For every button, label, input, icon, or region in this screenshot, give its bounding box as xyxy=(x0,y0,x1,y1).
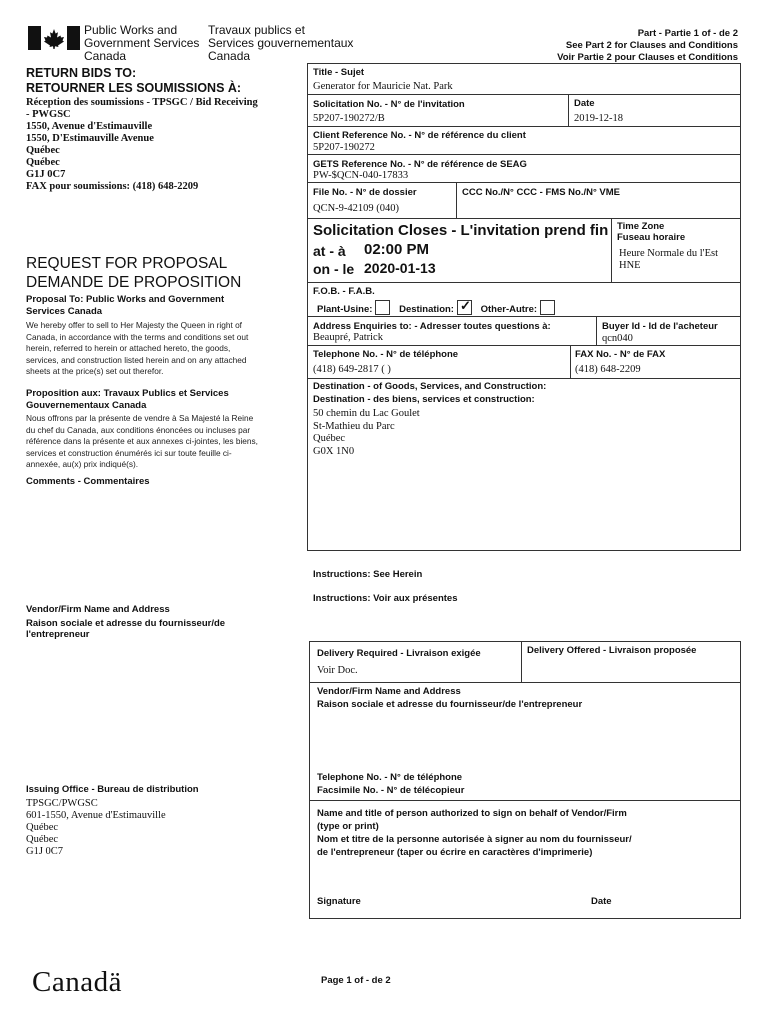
plant-label: Plant-Usine: xyxy=(317,304,373,315)
part-indicator xyxy=(557,28,738,64)
proposal-to-label: Proposal To: Public Works and Government Services Canada xyxy=(26,294,225,317)
return-bids-heading xyxy=(26,66,241,96)
fax-label: FAX No. - N° de FAX xyxy=(575,349,666,360)
auth-line: Nom et titre de la personne autorisée à signer au nom du fournisseur/ xyxy=(317,834,632,845)
vendor-firm-label xyxy=(317,686,582,710)
department-name-fr xyxy=(208,24,353,63)
issuing-office-address xyxy=(26,798,166,858)
file-ccc-row xyxy=(308,182,740,219)
address-line: Québec xyxy=(26,157,60,168)
client-ref-label: Client Reference No. - N° de référence du client xyxy=(313,130,526,141)
tz-label xyxy=(617,221,685,243)
closing-time: 02:00 PM xyxy=(364,241,430,258)
file-value: QCN-9-42109 (040) xyxy=(313,203,400,214)
proposition-aux-text: Nous offrons par la présente de vendre à Sa Majesté la Reine du chef du Canada, aux conditions énoncées ou incluses par référence dans la présente et aux annexes ci-jointes, les biens, services et construction énumérés ici sur toute feuille ci-annexée, au(x) prix indiqué(s). xyxy=(26,413,258,469)
tz-value xyxy=(619,248,718,272)
closing-date: 2020-01-13 xyxy=(364,260,436,276)
canada-wordmark-logo: Canadä xyxy=(32,966,122,998)
tz-label-en: Time Zone xyxy=(617,221,665,232)
proposal-to-text: We hereby offer to sell to Her Majesty the Queen in right of Canada, in accordance with the terms and conditions set out herein, referred to herein or attached hereto, the goods, services, and construction listed herein and on any attached sheets at the price(s) set out therefor. xyxy=(26,320,249,376)
address-line: TPSGC/PWGSC xyxy=(26,798,98,809)
tz-label-fr: Fuseau horaire xyxy=(617,232,686,243)
delivery-required-value: Voir Doc. xyxy=(317,665,358,676)
dept-fr-line: Services gouvernementaux xyxy=(208,36,354,50)
delivery-required-label: Delivery Required - Livraison exigée xyxy=(317,648,481,659)
authorized-signer-label xyxy=(317,807,632,859)
page-number: Page 1 of - de 2 xyxy=(321,975,391,986)
return-bids-title-en: RETURN BIDS TO: xyxy=(26,66,137,80)
phone-label: Telephone No. - N° de téléphone xyxy=(313,349,459,360)
solicitation-form-box xyxy=(307,63,741,551)
return-bids-title-fr: RETOURNER LES SOUMISSIONS À: xyxy=(26,81,242,95)
gets-ref-row xyxy=(308,154,740,183)
divider xyxy=(456,182,457,218)
ccc-label: CCC No./N° CCC - FMS No./N° VME xyxy=(462,187,621,198)
vendor-label-en: Vendor/Firm Name and Address xyxy=(26,604,170,615)
vendor-firm-label-en: Vendor/Firm Name and Address xyxy=(317,686,461,697)
fax-value: (418) 648-2209 xyxy=(575,364,641,375)
fob-row xyxy=(308,282,740,317)
delivery-row xyxy=(310,642,740,683)
gets-ref-value: PW-$QCN-040-17833 xyxy=(313,170,409,181)
other-checkbox[interactable] xyxy=(540,300,555,315)
auth-line: (type or print) xyxy=(317,821,379,832)
destination-label-en: Destination - of Goods, Services, and Construction: xyxy=(313,381,547,392)
phone-fax-row xyxy=(308,345,740,379)
authorized-signer-section xyxy=(310,800,740,918)
rfp-title-fr: DEMANDE DE PROPOSITION xyxy=(26,274,242,291)
dept-fr-line: Travaux publics et xyxy=(208,23,305,37)
at-label: at - à xyxy=(313,243,346,259)
closing-row xyxy=(308,218,740,283)
phone-value: (418) 649-2817 ( ) xyxy=(313,364,391,375)
destination-label-fr: Destination - des biens, services et construction: xyxy=(313,394,535,405)
part-line: Voir Partie 2 pour Clauses et Conditions xyxy=(557,52,738,63)
address-line: Québec xyxy=(26,822,59,833)
proposition-aux-label: Proposition aux: Travaux Publics et Services Gouvernementaux Canada xyxy=(26,388,229,411)
buyer-id-value: qcn040 xyxy=(602,333,633,344)
solicitation-row xyxy=(308,94,740,127)
client-ref-value: 5P207-190272 xyxy=(313,142,375,153)
part-line: Part - Partie 1 of - de 2 xyxy=(637,28,738,39)
address-enquiries-value: Beaupré, Patrick xyxy=(313,332,383,343)
dept-en-line: Canada xyxy=(84,49,127,63)
destination-checkbox[interactable] xyxy=(457,300,472,315)
destination-address xyxy=(313,408,420,458)
vendor-fax-label: Facsimile No. - N° de télécopieur xyxy=(317,785,465,796)
address-line: Réception des soumissions - TPSGC / Bid Receiving xyxy=(26,97,258,108)
return-bids-address xyxy=(26,97,288,193)
address-line: 601-1550, Avenue d'Estimauville xyxy=(26,810,166,821)
destination-label xyxy=(313,381,546,405)
fob-options xyxy=(317,300,561,315)
vendor-firm-section xyxy=(310,682,740,801)
address-line: Québec xyxy=(313,433,346,444)
address-line: G1J 0C7 xyxy=(26,846,64,857)
file-label: File No. - N° de dossier xyxy=(313,187,417,198)
delivery-offered-label: Delivery Offered - Livraison proposée xyxy=(527,645,697,656)
divider xyxy=(568,94,569,126)
buyer-id-label: Buyer Id - Id de l'acheteur xyxy=(602,321,718,332)
tz-value-line: HNE xyxy=(619,260,641,271)
date-label: Date xyxy=(574,98,595,109)
canada-flag-icon xyxy=(28,26,80,50)
dept-fr-line: Canada xyxy=(208,49,251,63)
destination-section xyxy=(308,378,740,550)
dept-en-line: Public Works and xyxy=(84,23,178,37)
issuing-office-label: Issuing Office - Bureau de distribution xyxy=(26,784,199,795)
on-label: on - le xyxy=(313,261,355,277)
solicitation-value: 5P207-190272/B xyxy=(313,113,385,124)
checkmark-icon: ✓ xyxy=(459,298,471,313)
title-label: Title - Sujet xyxy=(313,67,365,78)
auth-line: de l'entrepreneur (taper ou écrire en caractères d'imprimerie) xyxy=(317,847,593,858)
vendor-firm-label-fr: Raison sociale et adresse du fournisseur/de l'entrepreneur xyxy=(317,699,583,710)
solicitation-label: Solicitation No. - N° de l'invitation xyxy=(313,99,465,110)
divider xyxy=(611,218,612,282)
other-label: Other-Autre: xyxy=(480,304,538,315)
divider xyxy=(521,642,522,682)
address-line: G1J 0C7 xyxy=(26,169,66,180)
closes-label: Solicitation Closes - L'invitation prend fin xyxy=(313,222,609,239)
title-value: Generator for Mauricie Nat. Park xyxy=(313,81,453,92)
destination-label: Destination: xyxy=(399,304,454,315)
gets-ref-label: GETS Reference No. - N° de référence de SEAG xyxy=(313,159,527,170)
address-line: 1550, D'Estimauville Avenue xyxy=(26,133,154,144)
delivery-vendor-box xyxy=(309,641,741,919)
address-line: 1550, Avenue d'Estimauville xyxy=(26,121,153,132)
address-line: Québec xyxy=(26,145,60,156)
rfp-title-en: REQUEST FOR PROPOSAL xyxy=(26,255,228,272)
address-line: - PWGSC xyxy=(26,109,71,120)
signature-date-label: Date xyxy=(591,896,612,907)
comments-label: Comments - Commentaires xyxy=(26,476,150,487)
date-value: 2019-12-18 xyxy=(574,113,623,124)
address-line: FAX pour soumissions: (418) 648-2209 xyxy=(26,181,199,192)
client-ref-row xyxy=(308,126,740,155)
divider xyxy=(596,316,597,345)
instructions-fr: Instructions: Voir aux présentes xyxy=(313,593,458,604)
enquiries-row xyxy=(308,316,740,346)
address-line: 50 chemin du Lac Goulet xyxy=(313,408,420,419)
address-line: G0X 1N0 xyxy=(313,445,355,457)
vendor-firm-label-left xyxy=(26,604,226,641)
part-line: See Part 2 for Clauses and Conditions xyxy=(565,40,738,51)
department-name-en xyxy=(84,24,199,63)
tz-value-line: Heure Normale du l'Est xyxy=(619,248,718,259)
fob-label: F.O.B. - F.A.B. xyxy=(313,286,375,297)
signature-label: Signature xyxy=(317,896,361,907)
vendor-contact-labels xyxy=(317,772,464,796)
address-line: St-Mathieu du Parc xyxy=(313,420,395,432)
auth-line: Name and title of person authorized to sign on behalf of Vendor/Firm xyxy=(317,808,627,819)
rfp-title xyxy=(26,254,241,292)
divider xyxy=(570,345,571,378)
plant-checkbox[interactable] xyxy=(375,300,390,315)
title-row xyxy=(308,64,740,95)
vendor-telephone-label: Telephone No. - N° de téléphone xyxy=(317,772,463,783)
instructions-en: Instructions: See Herein xyxy=(313,569,423,580)
address-enquiries-label: Address Enquiries to: - Adresser toutes questions à: xyxy=(313,321,551,332)
dept-en-line: Government Services xyxy=(84,36,200,50)
vendor-label-fr: Raison sociale et adresse du fournisseur/de l'entrepreneur xyxy=(26,617,226,640)
address-line: Québec xyxy=(26,834,59,845)
